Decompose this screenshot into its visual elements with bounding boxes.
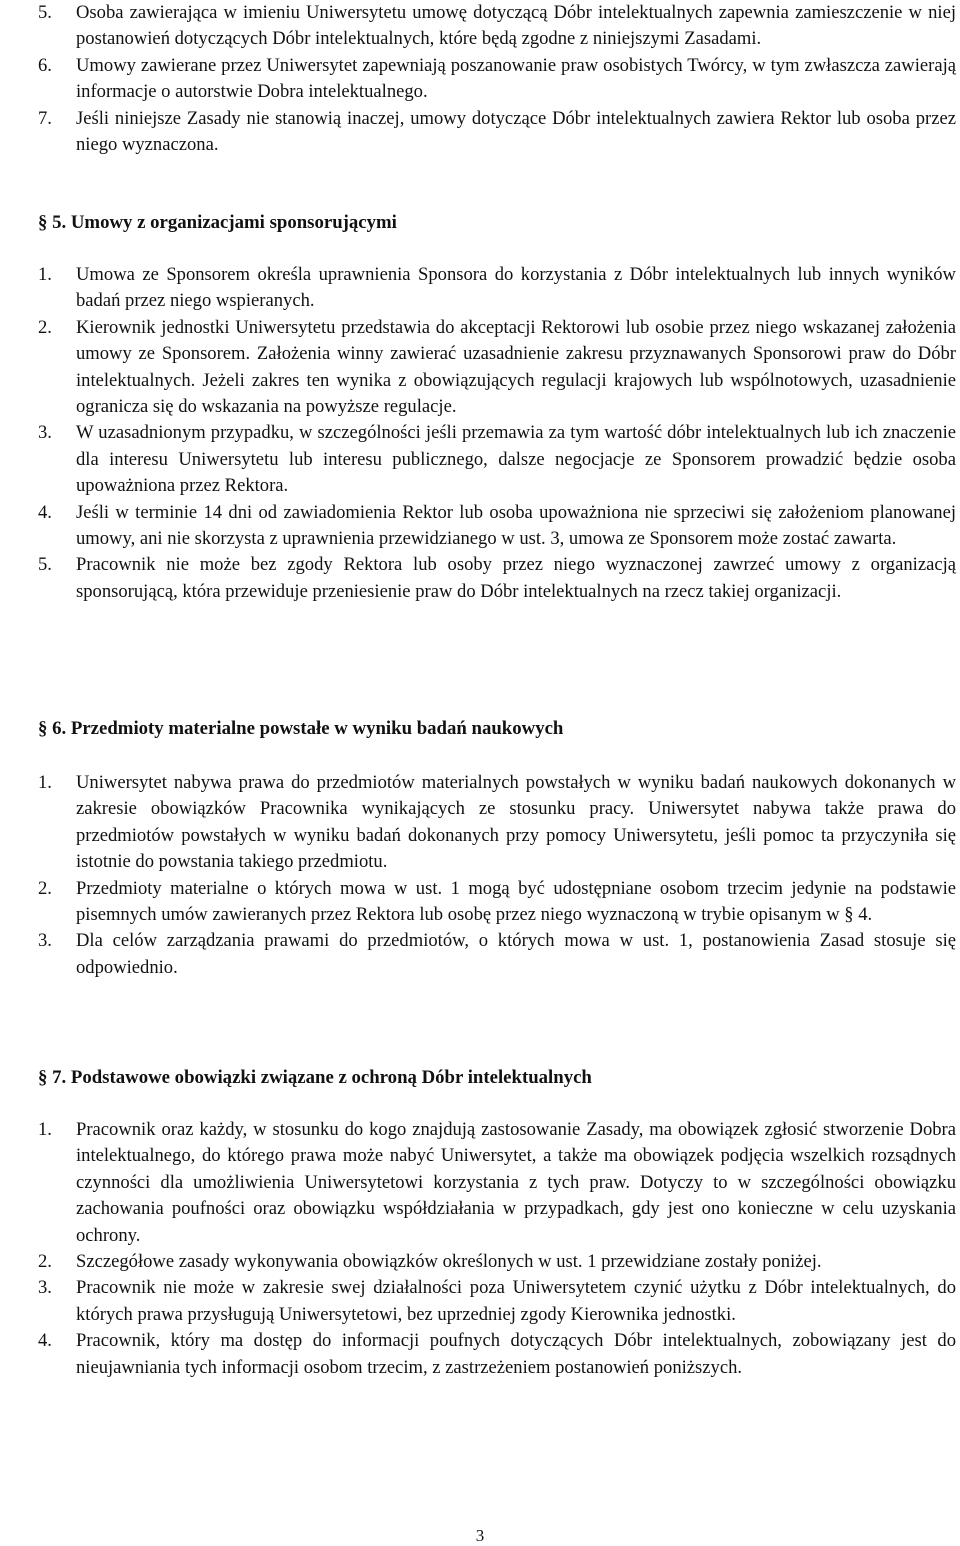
item-text: Dla celów zarządzania prawami do przedmiotów, o których mowa w ust. 1, postanowienia Zasad stosuje się odpowiednio.	[76, 930, 956, 978]
item-number: 1.	[38, 772, 52, 793]
list-item	[38, 106, 956, 159]
item-number: 1.	[38, 1119, 52, 1140]
item-text: Pracownik oraz każdy, w stosunku do kogo znajdują zastosowanie Zasady, ma obowiązek zgłosić stworzenie Dobra intelektualnego, do którego prawa może nabyć Uniwersytet, a także ma obowiązek podjęcia wszelkich rozsądnych czynności dla umożliwienia Uniwersytetowi korzystania z tych praw. Dotyczy to w szczególności obowiązku zachowania poufności oraz obowiązku współdziałania w przypadkach, gdy jest ono konieczne w celu uzyskania ochrony.	[76, 1119, 956, 1246]
item-number: 1.	[38, 264, 52, 285]
section-5-list	[38, 262, 956, 605]
item-text: Kierownik jednostki Uniwersytetu przedstawia do akceptacji Rektorowi lub osobie przez niego wskazanej założenia umowy ze Sponsorem. Założenia winny zawierać uzasadnienie zakresu przyznawanych Sponsorowi praw do Dóbr intelektualnych. Jeżeli zakres ten wynika z obowiązujących regulacji krajowych lub wspólnotowych, uzasadnienie ogranicza się do wskazania na powyższe regulacje.	[76, 316, 956, 418]
list-item	[38, 1249, 956, 1275]
item-text: Pracownik, który ma dostęp do informacji poufnych dotyczących Dóbr intelektualnych, zobowiązany jest do nieujawniania tych informacji osobom trzecim, z zastrzeżeniem postanowień poniższych.	[76, 1330, 956, 1378]
item-text: Umowa ze Sponsorem określa uprawnienia Sponsora do korzystania z Dóbr intelektualnych lub innych wyników badań przez niego wspieranych.	[76, 264, 956, 312]
item-number: 3.	[38, 422, 52, 444]
item-number: 6.	[38, 54, 52, 76]
item-text: Szczegółowe zasady wykonywania obowiązków określonych w ust. 1 przewidziane zostały poniżej.	[76, 1251, 822, 1273]
item-text: Uniwersytet nabywa prawa do przedmiotów materialnych powstałych w wyniku badań naukowych dokonanych w zakresie obowiązków Pracownika wynikających ze stosunku pracy. Uniwersytet nabywa także prawa do przedmiotów powstałych w wyniku badań dokonanych przy pomocy Uniwersytetu, jeśli pomoc ta przyczyniła się istotnie do powstania takiego przedmiotu.	[76, 772, 956, 873]
item-number: 5.	[38, 554, 52, 576]
item-text: W uzasadnionym przypadku, w szczególności jeśli przemawia za tym wartość dóbr intelektualnych lub ich znaczenie dla interesu Uniwersytetu lub interesu publicznego, dalsze negocjacje ze Sponsorem prowadzić będzie osoba upoważniona przez Rektora.	[76, 422, 956, 497]
item-number: 3.	[38, 930, 52, 952]
item-number: 7.	[38, 107, 52, 129]
list-item	[38, 552, 956, 605]
item-text: Przedmioty materialne o których mowa w ust. 1 mogą być udostępniane osobom trzecim jedynie na podstawie pisemnych umów zawieranych przez Rektora lub osobę przez niego wyznaczoną w trybie opisanym w § 4.	[76, 877, 956, 926]
list-item	[38, 876, 956, 929]
list-item	[38, 0, 956, 53]
list-item	[38, 770, 956, 876]
page-number: 3	[475, 1526, 485, 1545]
list-item	[38, 500, 956, 553]
section-heading: § 6. Przedmioty materialne powstałe w wyniku badań naukowych	[38, 718, 564, 739]
item-number: 4.	[38, 1330, 52, 1352]
item-number: 2.	[38, 877, 52, 899]
item-text: Osoba zawierająca w imieniu Uniwersytetu umowę dotyczącą Dóbr intelektualnych zapewnia zamieszczenie w niej postanowień dotyczących Dóbr intelektualnych, które będą zgodne z niniejszymi Zasadami.	[76, 2, 956, 50]
list-item	[38, 928, 956, 981]
intro-block	[38, 0, 956, 158]
list-item	[38, 315, 956, 421]
section-6-list	[38, 770, 956, 981]
section-7-list	[38, 1117, 956, 1381]
item-text: Jeśli w terminie 14 dni od zawiadomienia Rektor lub osoba upoważniona nie sprzeciwi się założeniom planowanej umowy, ani nie skorzysta z uprawnienia przewidzianego w ust. 3, umowa ze Sponsorem może zostać zawarta.	[76, 501, 956, 550]
list-item	[38, 262, 956, 315]
item-number: 2.	[38, 1251, 52, 1273]
list-item	[38, 1117, 956, 1249]
list-item	[38, 53, 956, 106]
item-text: Jeśli niniejsze Zasady nie stanowią inaczej, umowy dotyczące Dóbr intelektualnych zawiera Rektor lub osoba przez niego wyznaczona.	[76, 107, 956, 156]
list-item	[38, 1275, 956, 1328]
list-item	[38, 420, 956, 499]
section-heading: § 5. Umowy z organizacjami sponsorującymi	[38, 212, 397, 233]
section-heading: § 7. Podstawowe obowiązki związane z ochroną Dóbr intelektualnych	[38, 1067, 592, 1088]
item-number: 3.	[38, 1277, 52, 1299]
item-text: Umowy zawierane przez Uniwersytet zapewniają poszanowanie praw osobistych Twórcy, w tym zwłaszcza zawierają informacje o autorstwie Dobra intelektualnego.	[76, 54, 956, 103]
item-text: Pracownik nie może bez zgody Rektora lub osoby przez niego wyznaczonej zawrzeć umowy z organizacją sponsorującą, która przewiduje przeniesienie praw do Dóbr intelektualnych na rzecz takiej organizacji.	[76, 554, 956, 602]
list-item	[38, 1328, 956, 1381]
item-number: 5.	[38, 2, 52, 23]
item-number: 2.	[38, 316, 52, 338]
item-number: 4.	[38, 501, 52, 523]
item-text: Pracownik nie może w zakresie swej działalności poza Uniwersytetem czynić użytku z Dóbr intelektualnych, do których prawa przysługują Uniwersytetowi, bez uprzedniej zgody Kierownika jednostki.	[76, 1277, 956, 1325]
